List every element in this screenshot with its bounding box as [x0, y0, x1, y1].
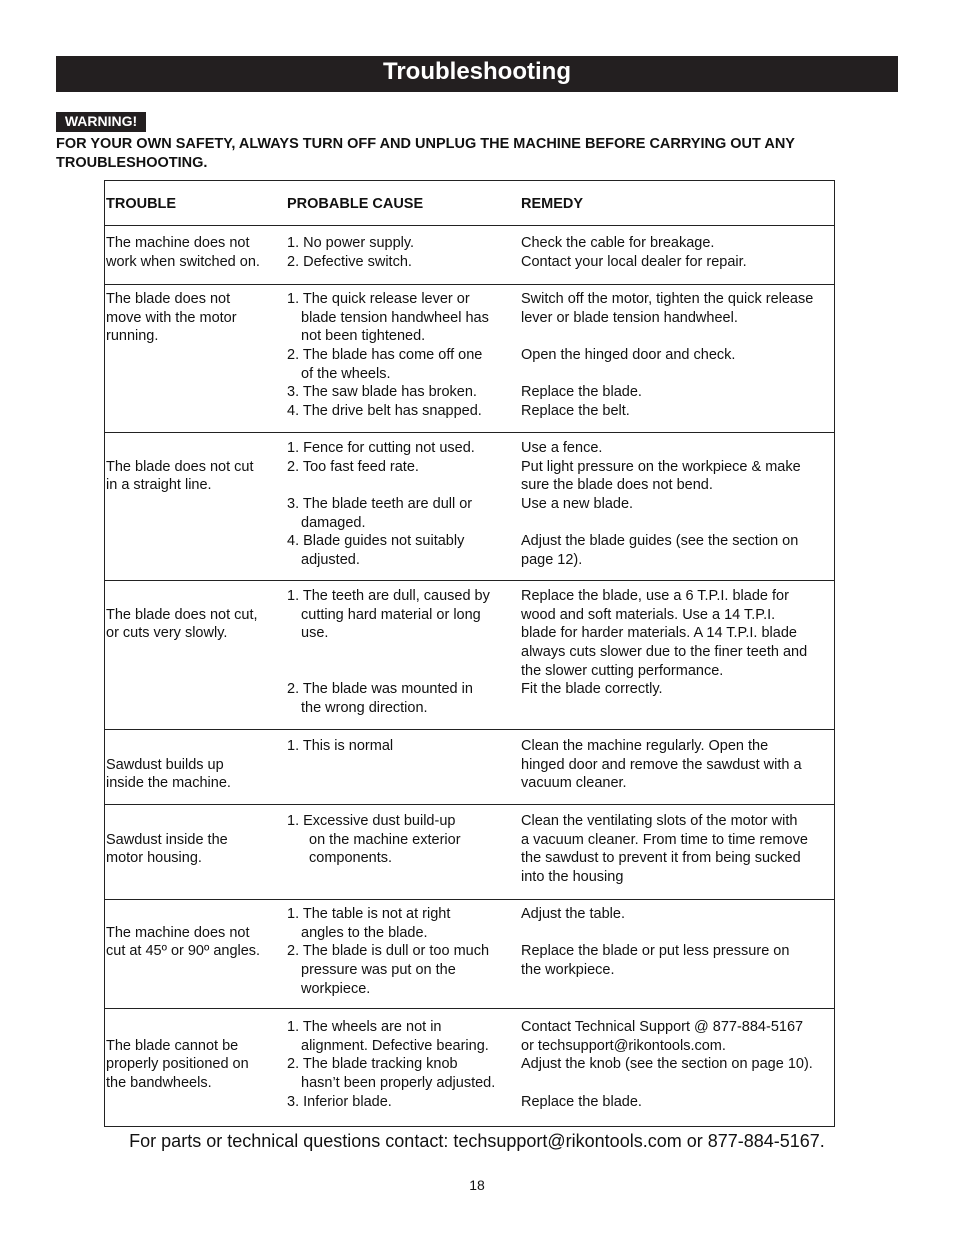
cause-line: hasn’t been properly adjusted.	[301, 1075, 496, 1092]
remedy-line: Check the cable for breakage.	[521, 235, 715, 251]
trouble-line: or cuts very slowly.	[106, 625, 228, 642]
trouble-line: work when switched on.	[106, 253, 260, 270]
warning-text	[56, 135, 886, 173]
cause-line: 2. The blade is dull or too much	[287, 943, 490, 960]
trouble-line: inside the machine.	[106, 775, 231, 792]
remedy-line: sure the blade does not bend.	[521, 477, 713, 494]
trouble-line: The blade cannot be	[106, 1037, 239, 1054]
header-remedy: REMEDY	[521, 196, 584, 212]
remedy-line: wood and soft materials. Use a 14 T.P.I.	[521, 606, 776, 623]
remedy-cell	[521, 234, 841, 271]
trouble-cell	[106, 737, 276, 793]
table-header-row	[105, 181, 834, 226]
cause-cell	[287, 1018, 515, 1111]
table-row	[105, 805, 834, 900]
cause-line	[287, 643, 515, 662]
remedy-line: Contact Technical Support @ 877-884-5167	[521, 1019, 804, 1035]
trouble-line: Sawdust inside the	[106, 831, 228, 848]
warning-line-1: FOR YOUR OWN SAFETY, ALWAYS TURN OFF AND UNPLUG THE MACHINE BEFORE CARRYING OUT ANY	[56, 136, 795, 152]
remedy-line: Replace the blade, use a 6 T.P.I. blade for	[521, 588, 789, 604]
trouble-line: The machine does not	[106, 924, 250, 941]
remedy-line: the slower cutting performance.	[521, 662, 724, 679]
trouble-cell	[106, 812, 276, 868]
cause-line: 4. Blade guides not suitably	[287, 533, 465, 550]
cause-line: 2. Defective switch.	[287, 253, 412, 270]
trouble-line	[106, 1018, 276, 1037]
remedy-line: Replace the blade.	[521, 384, 642, 401]
trouble-line	[106, 737, 276, 756]
cause-line: cutting hard material or long	[301, 606, 481, 623]
cause-line: 1. The quick release lever or	[287, 291, 470, 307]
cause-cell	[287, 905, 515, 998]
cause-cell	[287, 737, 515, 756]
cause-line: on the machine exterior	[309, 831, 461, 848]
trouble-cell	[106, 587, 276, 643]
remedy-line: Replace the blade or put less pressure on	[521, 943, 790, 960]
remedy-line: vacuum cleaner.	[521, 775, 627, 792]
cause-line: 2. The blade has come off one	[287, 347, 483, 364]
trouble-line: running.	[106, 328, 159, 345]
remedy-line	[521, 327, 841, 346]
trouble-cell	[106, 439, 276, 495]
cause-line: of the wheels.	[301, 365, 391, 382]
trouble-line	[106, 905, 276, 924]
cause-line: 1. The table is not at right	[287, 906, 451, 922]
cause-line: alignment. Defective bearing.	[301, 1037, 489, 1054]
remedy-cell	[521, 905, 841, 980]
cause-line: components.	[309, 850, 393, 867]
cause-cell	[287, 812, 515, 868]
cause-line: blade tension handwheel has	[301, 309, 489, 326]
trouble-line: move with the motor	[106, 309, 237, 326]
remedy-line	[521, 514, 841, 533]
trouble-line	[106, 812, 276, 831]
remedy-line: Replace the belt.	[521, 403, 630, 420]
trouble-line: the bandwheels.	[106, 1075, 212, 1092]
troubleshooting-table	[104, 180, 835, 1127]
cause-line: 1. No power supply.	[287, 235, 415, 251]
cause-cell	[287, 439, 515, 570]
cause-line: angles to the blade.	[301, 924, 428, 941]
cause-line: damaged.	[301, 514, 366, 531]
header-probable-cause: PROBABLE CAUSE	[287, 196, 424, 212]
remedy-line: Clean the machine regularly. Open the	[521, 738, 769, 754]
remedy-line: hinged door and remove the sawdust with a	[521, 756, 802, 773]
cause-line: 2. Too fast feed rate.	[287, 458, 419, 475]
remedy-cell	[521, 587, 841, 699]
remedy-line: the sawdust to prevent it from being sucked	[521, 850, 801, 867]
cause-line: 1. Fence for cutting not used.	[287, 440, 475, 456]
cause-line: not been tightened.	[301, 328, 426, 345]
trouble-line: The blade does not	[106, 291, 231, 307]
page-title: Troubleshooting	[56, 56, 898, 92]
table-row	[105, 1009, 834, 1126]
cause-cell	[287, 290, 515, 421]
cause-cell	[287, 587, 515, 718]
header-trouble: TROUBLE	[106, 196, 177, 212]
cause-line	[287, 662, 515, 681]
page-number: 18	[469, 1177, 485, 1193]
cause-cell	[287, 234, 515, 271]
remedy-line	[521, 365, 841, 384]
cause-line: adjusted.	[301, 552, 360, 569]
remedy-line: blade for harder materials. A 14 T.P.I. blade	[521, 625, 797, 642]
table-row	[105, 730, 834, 805]
trouble-line	[106, 439, 276, 458]
cause-line: 1. This is normal	[287, 738, 394, 754]
cause-line: 2. The blade was mounted in	[287, 681, 473, 698]
remedy-line	[521, 924, 841, 943]
contact-footer: For parts or technical questions contact: techsupport@rikontools.com or 877-884-5167.	[129, 1131, 825, 1151]
remedy-line: Use a new blade.	[521, 496, 634, 513]
remedy-line: Switch off the motor, tighten the quick release	[521, 291, 814, 307]
remedy-line: Adjust the table.	[521, 906, 625, 922]
cause-line: 3. The saw blade has broken.	[287, 384, 477, 401]
trouble-line: in a straight line.	[106, 477, 212, 494]
remedy-line: always cuts slower due to the finer teeth and	[521, 644, 808, 661]
trouble-line: Sawdust builds up	[106, 756, 224, 773]
cause-line: 1. The teeth are dull, caused by	[287, 588, 490, 604]
trouble-line: The blade does not cut	[106, 458, 254, 475]
remedy-cell	[521, 290, 841, 421]
remedy-line: a vacuum cleaner. From time to time remove	[521, 831, 808, 848]
warning-badge: WARNING!	[56, 112, 146, 132]
remedy-line: Open the hinged door and check.	[521, 347, 736, 364]
cause-line: 3. Inferior blade.	[287, 1093, 392, 1110]
table-row	[105, 900, 834, 1009]
cause-line	[287, 476, 515, 495]
cause-line: the wrong direction.	[301, 700, 428, 717]
cause-line: 3. The blade teeth are dull or	[287, 496, 473, 513]
remedy-line: Clean the ventilating slots of the motor with	[521, 813, 798, 829]
cause-line: pressure was put on the	[301, 962, 456, 979]
remedy-line: Use a fence.	[521, 440, 603, 456]
table-row	[105, 581, 834, 730]
trouble-line: cut at 45º or 90º angles.	[106, 943, 261, 960]
cause-line: 1. The wheels are not in	[287, 1019, 442, 1035]
trouble-cell	[106, 290, 276, 346]
trouble-cell	[106, 234, 276, 271]
remedy-cell	[521, 439, 841, 570]
remedy-cell	[521, 737, 841, 793]
remedy-line: Put light pressure on the workpiece & make	[521, 458, 801, 475]
table-row	[105, 433, 834, 581]
remedy-line: lever or blade tension handwheel.	[521, 309, 738, 326]
trouble-line: motor housing.	[106, 850, 202, 867]
cause-line: use.	[301, 625, 329, 642]
remedy-line: Adjust the knob (see the section on page 10).	[521, 1056, 813, 1073]
remedy-line: Fit the blade correctly.	[521, 681, 663, 698]
remedy-line: page 12).	[521, 552, 583, 569]
cause-line: 1. Excessive dust build-up	[287, 813, 456, 829]
remedy-line	[521, 1074, 841, 1093]
remedy-line: the workpiece.	[521, 962, 615, 979]
warning-line-2: TROUBLESHOOTING.	[56, 155, 208, 171]
remedy-line: Adjust the blade guides (see the section on	[521, 533, 799, 550]
remedy-line: Replace the blade.	[521, 1093, 642, 1110]
remedy-line: into the housing	[521, 869, 624, 886]
trouble-line: The machine does not	[106, 235, 250, 251]
cause-line: 2. The blade tracking knob	[287, 1056, 458, 1073]
remedy-line: Contact your local dealer for repair.	[521, 253, 747, 270]
remedy-line: or techsupport@rikontools.com.	[521, 1037, 726, 1054]
cause-line: 4. The drive belt has snapped.	[287, 403, 482, 420]
trouble-line: The blade does not cut,	[106, 606, 258, 623]
trouble-cell	[106, 905, 276, 961]
table-row	[105, 226, 834, 285]
cause-line: workpiece.	[301, 980, 371, 997]
remedy-cell	[521, 812, 841, 887]
trouble-cell	[106, 1018, 276, 1093]
remedy-cell	[521, 1018, 841, 1111]
trouble-line	[106, 587, 276, 606]
table-row	[105, 285, 834, 433]
trouble-line: properly positioned on	[106, 1056, 249, 1073]
